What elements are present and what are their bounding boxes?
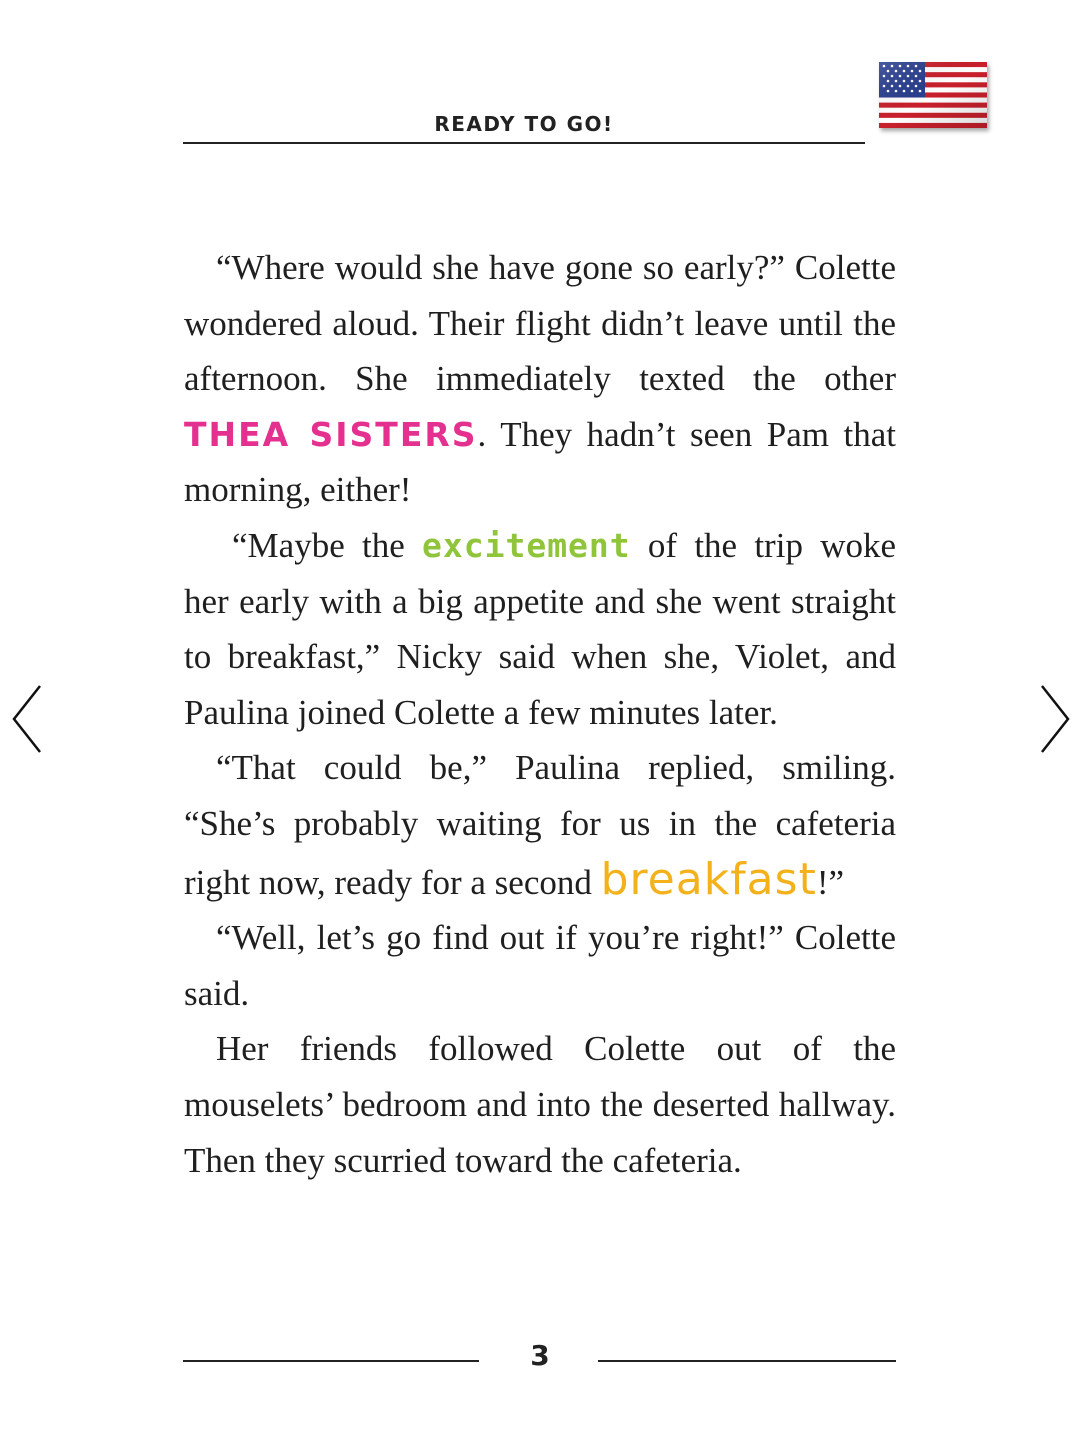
header-divider (183, 142, 865, 144)
paragraph-text: of the trip woke her early with a big appetite and she went straight to breakfast,” Nicky said when she, Violet, and Paulina joined Colette a few minutes later. (184, 525, 896, 732)
paragraph-text: Her friends followed Colette out of the mouselets’ bedroom and into the deserted hallway. Then they scurried toward the cafeteria. (184, 1029, 896, 1180)
footer-divider-left (183, 1360, 479, 1362)
paragraph-1 (184, 240, 896, 518)
paragraph-2 (184, 518, 896, 740)
chapter-title: READY TO GO! (434, 112, 614, 136)
footer-divider-right (598, 1360, 896, 1362)
paragraph-5 (184, 1021, 896, 1188)
excitement-styled-text: excitement (421, 525, 631, 565)
paragraph-text: “Well, let’s go find out if you’re right!” Colette said. (184, 918, 896, 1013)
paragraph-text: . They hadn’t seen Pam that morning, either! (184, 414, 896, 510)
breakfast-styled-text: breakfast (600, 853, 817, 905)
paragraph-text: “Where would she have gone so early?” Colette wondered aloud. Their flight didn’t leave until the afternoon. She immediately texted the other (184, 248, 896, 399)
page-number: 3 (530, 1339, 550, 1372)
paragraph-text: “That could be,” Paulina replied, smiling. “She’s probably waiting for us in the cafeteria right now, ready for a second (184, 748, 896, 902)
next-page-button[interactable] (1034, 684, 1074, 754)
paragraph-text: “Maybe the (232, 525, 422, 565)
previous-page-button[interactable] (8, 684, 48, 754)
paragraph-3 (184, 740, 896, 910)
us-flag-icon (879, 62, 987, 128)
chevron-left-icon (8, 684, 48, 754)
thea-sisters-styled-text: THEA SISTERS (184, 414, 478, 454)
paragraph-text: !” (816, 862, 845, 902)
page-body-text (184, 240, 896, 1188)
chevron-right-icon (1034, 684, 1074, 754)
paragraph-4 (184, 910, 896, 1021)
